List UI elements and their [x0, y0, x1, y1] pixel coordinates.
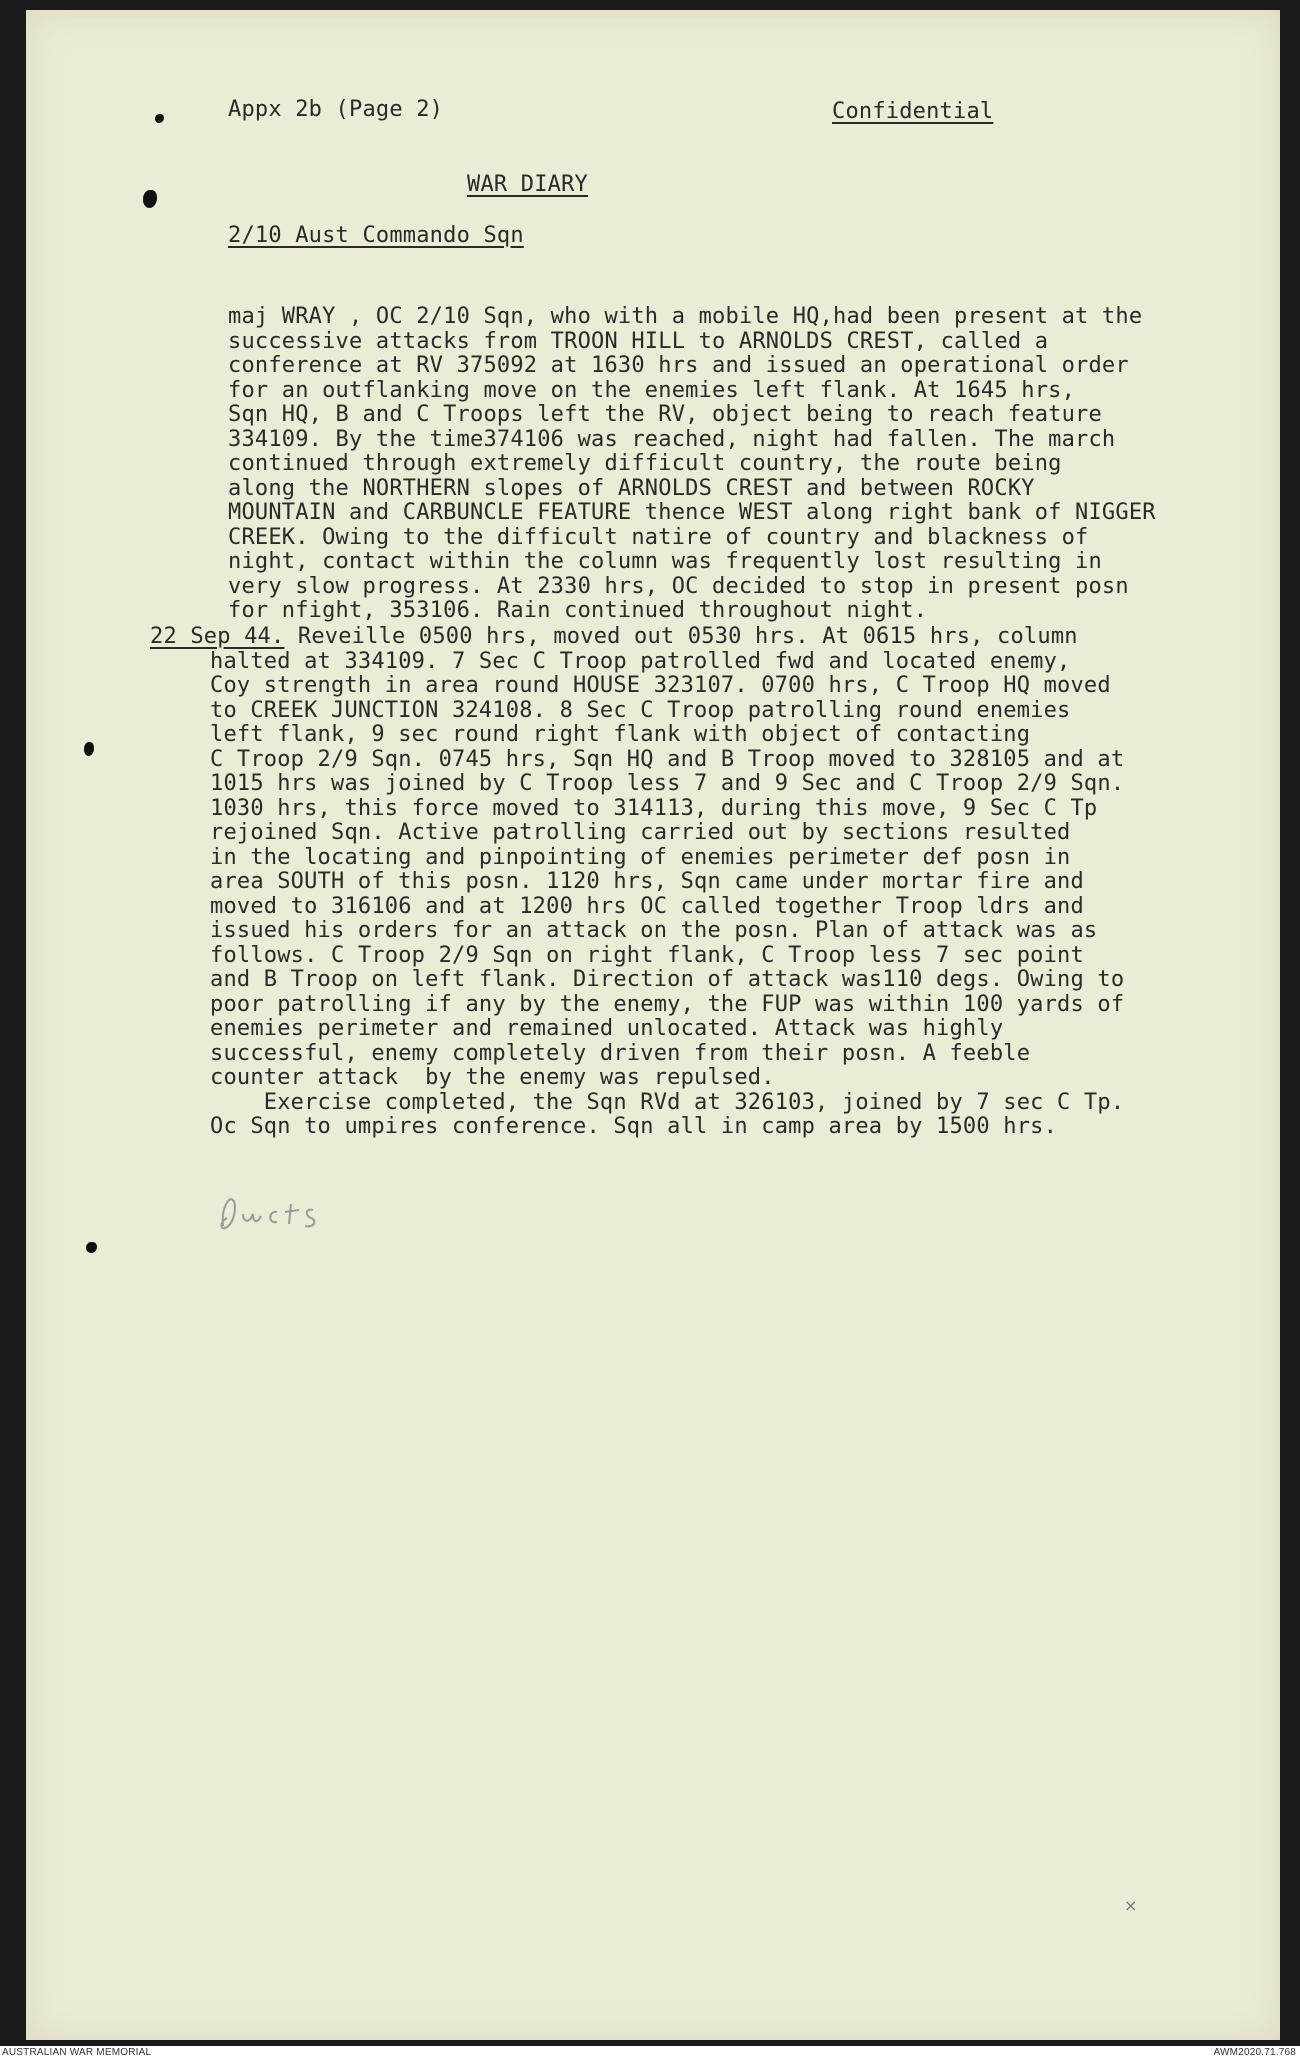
- document-title: WAR DIARY: [467, 172, 589, 197]
- handwritten-initials: [215, 1188, 325, 1238]
- pencil-mark: ×: [1124, 1896, 1138, 1915]
- entry-line: enemies perimeter and remained unlocated. Attack was highly: [210, 1016, 1004, 1041]
- entry-line: follows. C Troop 2/9 Sqn on right flank, C Troop less 7 sec point: [210, 943, 1084, 968]
- entry-first-line: Reveille 0500 hrs, moved out 0530 hrs. At 0615 hrs, column: [284, 624, 1078, 649]
- punch-hole-mark: [143, 190, 157, 208]
- entry-line: halted at 334109. 7 Sec C Troop patrolled fwd and located enemy,: [210, 649, 1071, 674]
- body-line: continued through extremely difficult country, the route being: [228, 451, 1062, 476]
- entry-line: moved to 316106 and at 1200 hrs OC called together Troop ldrs and: [210, 894, 1084, 919]
- body-line: 334109. By the time374106 was reached, night had fallen. The march: [228, 427, 1116, 452]
- entry-heading-line: [150, 625, 1078, 650]
- punch-hole-mark: [86, 1242, 97, 1253]
- entry-line: successful, enemy completely driven from their posn. A feeble: [210, 1041, 1031, 1066]
- body-line: for an outflanking move on the enemies left flank. At 1645 hrs,: [228, 378, 1076, 403]
- footer-reference: AWM2020.71.768: [1213, 2047, 1296, 2058]
- body-line: maj WRAY , OC 2/10 Sqn, who with a mobile HQ,had been present at the: [228, 304, 1143, 329]
- entry-date: 22 Sep 44.: [150, 624, 285, 649]
- entry-line: left flank, 9 sec round right flank with object of contacting: [210, 722, 1031, 747]
- appendix-label: Appx 2b (Page 2): [228, 97, 444, 122]
- body-line: night, contact within the column was frequently lost resulting in: [228, 549, 1102, 574]
- footer-credit: AUSTRALIAN WAR MEMORIAL: [2, 2047, 152, 2058]
- body-line: CREEK. Owing to the difficult natire of country and blackness of: [228, 525, 1089, 550]
- body-line: Sqn HQ, B and C Troops left the RV, object being to reach feature: [228, 402, 1102, 427]
- closing-line: Exercise completed, the Sqn RVd at 326103, joined by 7 sec C Tp.: [210, 1090, 1125, 1115]
- entry-line: issued his orders for an attack on the posn. Plan of attack was as: [210, 918, 1098, 943]
- entry-line: area SOUTH of this posn. 1120 hrs, Sqn came under mortar fire and: [210, 869, 1084, 894]
- body-line: for nfight, 353106. Rain continued throughout night.: [228, 598, 928, 623]
- entry-line: C Troop 2/9 Sqn. 0745 hrs, Sqn HQ and B Troop moved to 328105 and at: [210, 747, 1125, 772]
- body-line: very slow progress. At 2330 hrs, OC decided to stop in present posn: [228, 574, 1129, 599]
- entry-line: rejoined Sqn. Active patrolling carried out by sections resulted: [210, 820, 1071, 845]
- punch-hole-mark: [155, 114, 164, 123]
- body-line: conference at RV 375092 at 1630 hrs and issued an operational order: [228, 353, 1129, 378]
- entry-line: 1030 hrs, this force moved to 314113, during this move, 9 Sec C Tp: [210, 796, 1098, 821]
- body-line: along the NORTHERN slopes of ARNOLDS CREST and between ROCKY: [228, 476, 1035, 501]
- entry-line: 1015 hrs was joined by C Troop less 7 and 9 Sec and C Troop 2/9 Sqn.: [210, 771, 1125, 796]
- entry-line: Coy strength in area round HOUSE 323107. 0700 hrs, C Troop HQ moved: [210, 673, 1111, 698]
- punch-hole-mark: [84, 742, 94, 756]
- entry-line: and B Troop on left flank. Direction of attack was110 degs. Owing to: [210, 967, 1125, 992]
- body-line: successive attacks from TROON HILL to ARNOLDS CREST, called a: [228, 329, 1049, 354]
- body-line: MOUNTAIN and CARBUNCLE FEATURE thence WEST along right bank of NIGGER: [228, 500, 1156, 525]
- entry-line: counter attack by the enemy was repulsed.: [210, 1065, 775, 1090]
- closing-line: Oc Sqn to umpires conference. Sqn all in camp area by 1500 hrs.: [210, 1114, 1058, 1139]
- entry-line: to CREEK JUNCTION 324108. 8 Sec C Troop patrolling round enemies: [210, 698, 1071, 723]
- entry-line: in the locating and pinpointing of enemies perimeter def posn in: [210, 845, 1071, 870]
- unit-name: 2/10 Aust Commando Sqn: [228, 223, 524, 248]
- entry-line: poor patrolling if any by the enemy, the FUP was within 100 yards of: [210, 992, 1125, 1017]
- classification-label: Confidential: [832, 99, 994, 124]
